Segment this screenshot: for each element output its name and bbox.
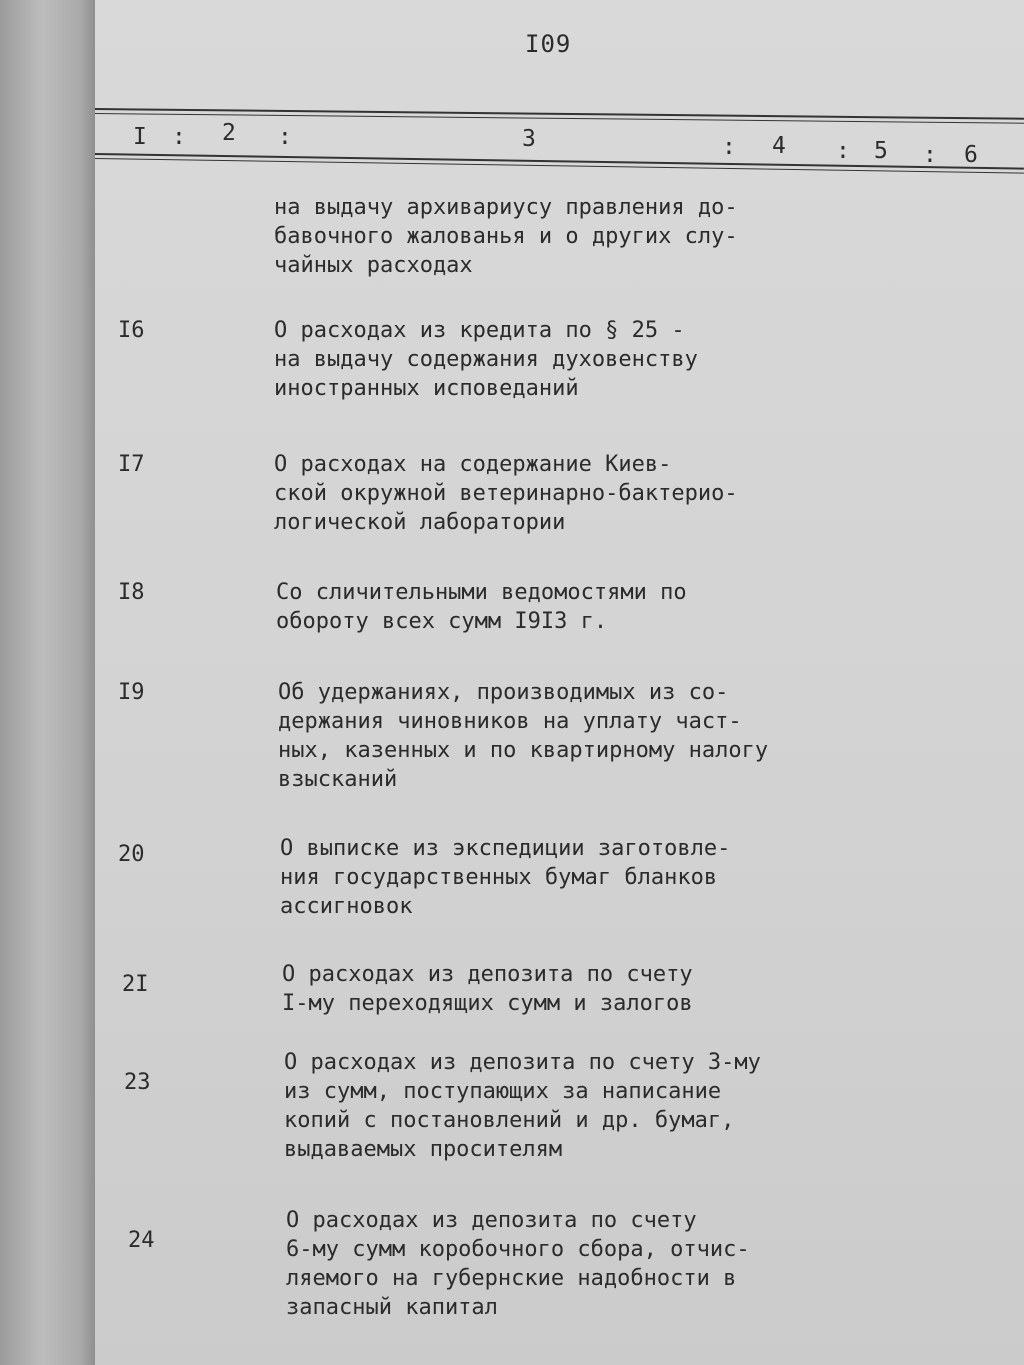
entry-text: на выдачу архивариусу правления до- бавочного жалованья и о других слу- чайных расходах (274, 195, 738, 278)
entry-text: О расходах из депозита по счету I-му переходящих сумм и залогов (282, 962, 693, 1016)
column-header-6: 6 (964, 142, 978, 168)
entry-number: I9 (118, 680, 145, 705)
entry-number: 20 (118, 842, 145, 867)
binding-gutter (0, 0, 95, 1365)
entry-number: I7 (118, 452, 145, 477)
column-header-4: 4 (772, 133, 786, 159)
entry-text: О расходах на содержание Киев- ской окружной ветеринарно-бактерио- логической лаборатории (274, 452, 738, 535)
column-separator: : (923, 142, 937, 168)
column-separator: : (722, 134, 736, 160)
entry-number: 23 (124, 1070, 151, 1095)
entry-text: Об удержаниях, производимых из со- держания чиновников на уплату част- ных, казенных и по квартирному налогу взысканий (278, 680, 769, 792)
entry-number: I6 (118, 318, 145, 343)
entry-number: 24 (128, 1228, 155, 1253)
column-header-5: 5 (874, 138, 888, 164)
entry-number: 2I (122, 972, 149, 997)
entry-text: О расходах из кредита по § 25 - на выдачу содержания духовенству иностранных исповеданий (274, 318, 698, 401)
column-separator: : (836, 138, 850, 164)
column-separator: : (278, 124, 292, 150)
column-header-3: 3 (522, 126, 536, 152)
column-separator: : (172, 124, 186, 150)
entry-number: I8 (118, 580, 145, 605)
entry-text: О расходах из депозита по счету 3-му из сумм, поступающих за написание копий с постановлений и др. бумаг, выдаваемых просителям (284, 1050, 761, 1162)
column-header-2: 2 (222, 120, 236, 146)
entry-text: О выписке из экспедиции заготовле- ния государственных бумаг бланков ассигновок (280, 836, 731, 919)
entry-text: О расходах из депозита по счету 6-му сумм коробочного сбора, отчис- ляемого на губернские надобности в запасный капитал (286, 1208, 750, 1320)
column-header-1: I (133, 124, 147, 150)
page-number: I09 (525, 30, 572, 58)
entry-text: Со сличительными ведомостями по обороту всех сумм I9I3 г. (276, 580, 687, 634)
